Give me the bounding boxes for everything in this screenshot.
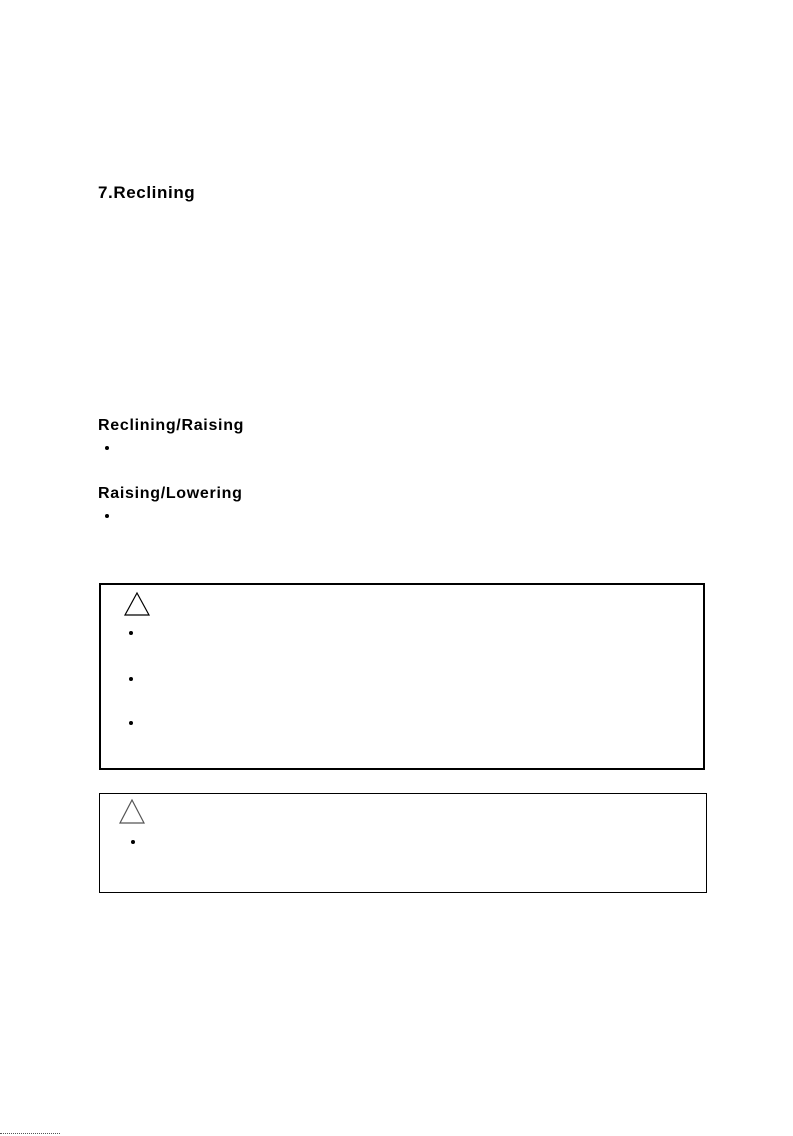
bullet-point bbox=[105, 446, 109, 450]
caution-triangle-icon bbox=[118, 798, 146, 825]
bullet-point bbox=[129, 631, 133, 635]
bullet-point bbox=[129, 677, 133, 681]
reclining-raising-heading: Reclining/Raising bbox=[98, 417, 245, 434]
warning-box bbox=[99, 583, 705, 770]
page-edge-rule bbox=[0, 1133, 60, 1134]
bullet-point bbox=[131, 840, 135, 844]
bullet-point bbox=[105, 514, 109, 518]
section-title: 7.Reclining bbox=[98, 183, 196, 202]
warning-triangle-icon bbox=[123, 591, 151, 617]
bullet-point bbox=[129, 721, 133, 725]
caution-box bbox=[99, 793, 707, 893]
raising-lowering-heading: Raising/Lowering bbox=[98, 485, 243, 502]
